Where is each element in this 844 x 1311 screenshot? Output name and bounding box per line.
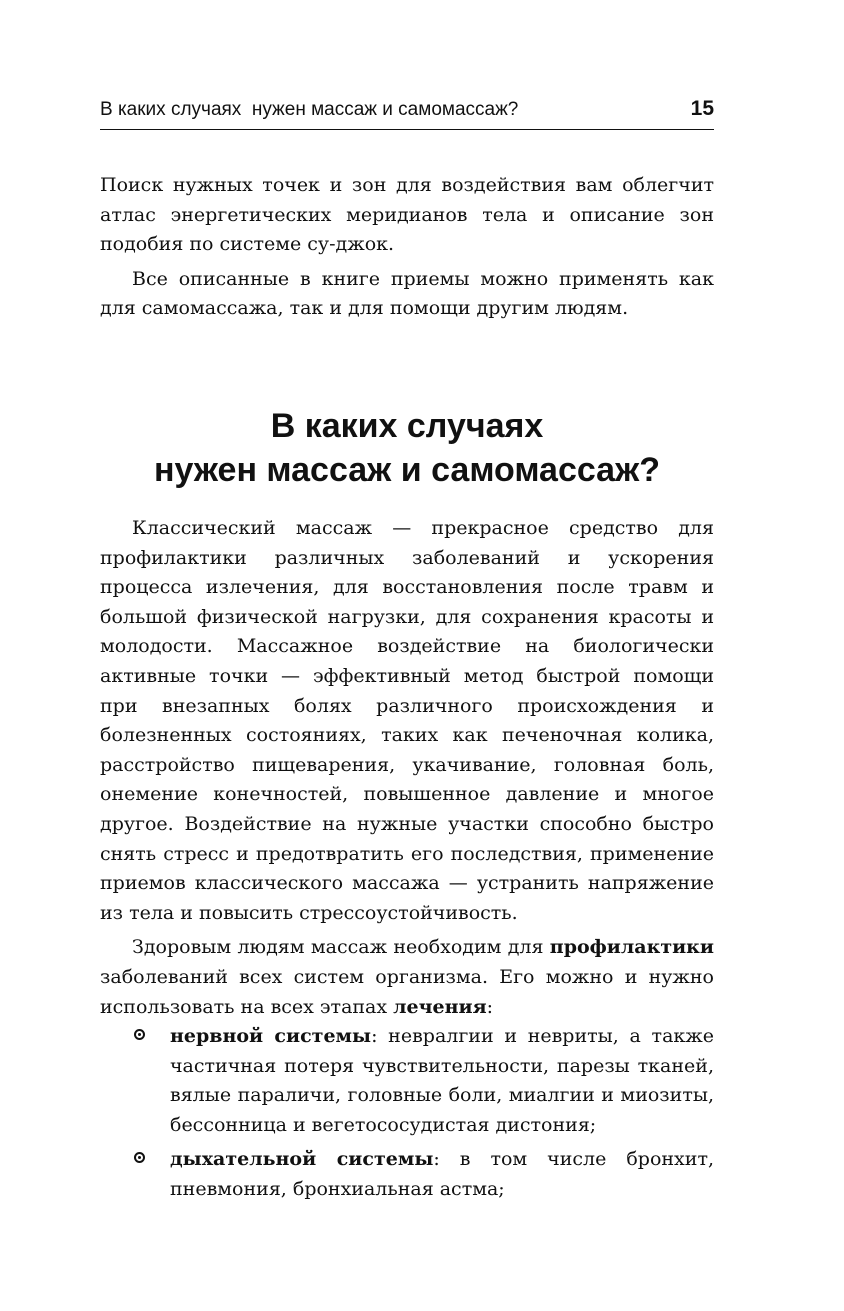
main-text — [100, 514, 714, 1205]
section-heading-line-1: В каких случаях — [270, 407, 544, 445]
list-item — [100, 1022, 714, 1140]
main-paragraph-2 — [100, 933, 714, 1022]
list-item-text: : в том числе бронхит, пневмония, бронхиальная астма; — [170, 1148, 714, 1201]
list-item — [100, 1145, 714, 1204]
running-head — [100, 96, 714, 123]
p2-bold-prophylaxis: профилактики — [549, 936, 714, 959]
circle-dot-bullet-icon — [134, 1152, 145, 1163]
page-number: 15 — [690, 97, 714, 120]
p2-bold-treatment: лечения — [393, 995, 487, 1018]
running-head-title: В каких случаях нужен массаж и самомассаж? — [100, 99, 519, 120]
intro-paragraph-1: Поиск нужных точек и зон для воздействия вам облегчит атлас энергетических меридианов тела и описание зон подобия по системе су-джок. — [100, 174, 714, 256]
list-item-text: : невралгии и невриты, а также частичная потеря чувствительности, парезы тканей, вялые параличи, головные боли, миалгии и миозиты, бессонница и вегетососудистая дистония; — [170, 1025, 714, 1136]
section-heading-line-2: нужен массаж и самомассаж? — [154, 451, 660, 489]
p2-text-start: Здоровым людям массаж необходим для — [132, 936, 550, 959]
circle-dot-bullet-icon — [134, 1029, 145, 1040]
main-paragraph-1: Классический массаж — прекрасное средство для профилактики различных заболеваний и ускорения процесса излечения, для восстановления после травм и большой физической нагрузки, для сохранения красоты и молодости. Массажное воздействие на биологически активные точки — эффективный метод быстрой помощи при внезапных болях различного происхождения и болезненных состояниях, таких как печеночная колика, расстройство пищеварения, укачивание, головная боль, онемение конечностей, повышенное давление и многое другое. Воздействие на нужные участки способно быстро снять стресс и предотвратить его последствия, применение приемов классического массажа — устранить напряжение из тела и повысить стрессоустойчивость. — [100, 517, 714, 924]
section-heading — [100, 404, 714, 492]
list-item-bold: дыхательной системы — [170, 1148, 434, 1171]
header-divider — [100, 129, 714, 130]
conditions-list — [100, 1022, 714, 1205]
intro-paragraph-2: Все описанные в книге приемы можно применять как для самомассажа, так и для помощи другим людям. — [100, 267, 714, 320]
list-item-bold: нервной системы — [170, 1025, 372, 1048]
intro-text — [100, 171, 714, 324]
p2-text-end: : — [486, 995, 494, 1018]
p2-text-middle: заболеваний всех систем организма. Его можно и нужно использовать на всех этапах — [100, 965, 714, 1018]
